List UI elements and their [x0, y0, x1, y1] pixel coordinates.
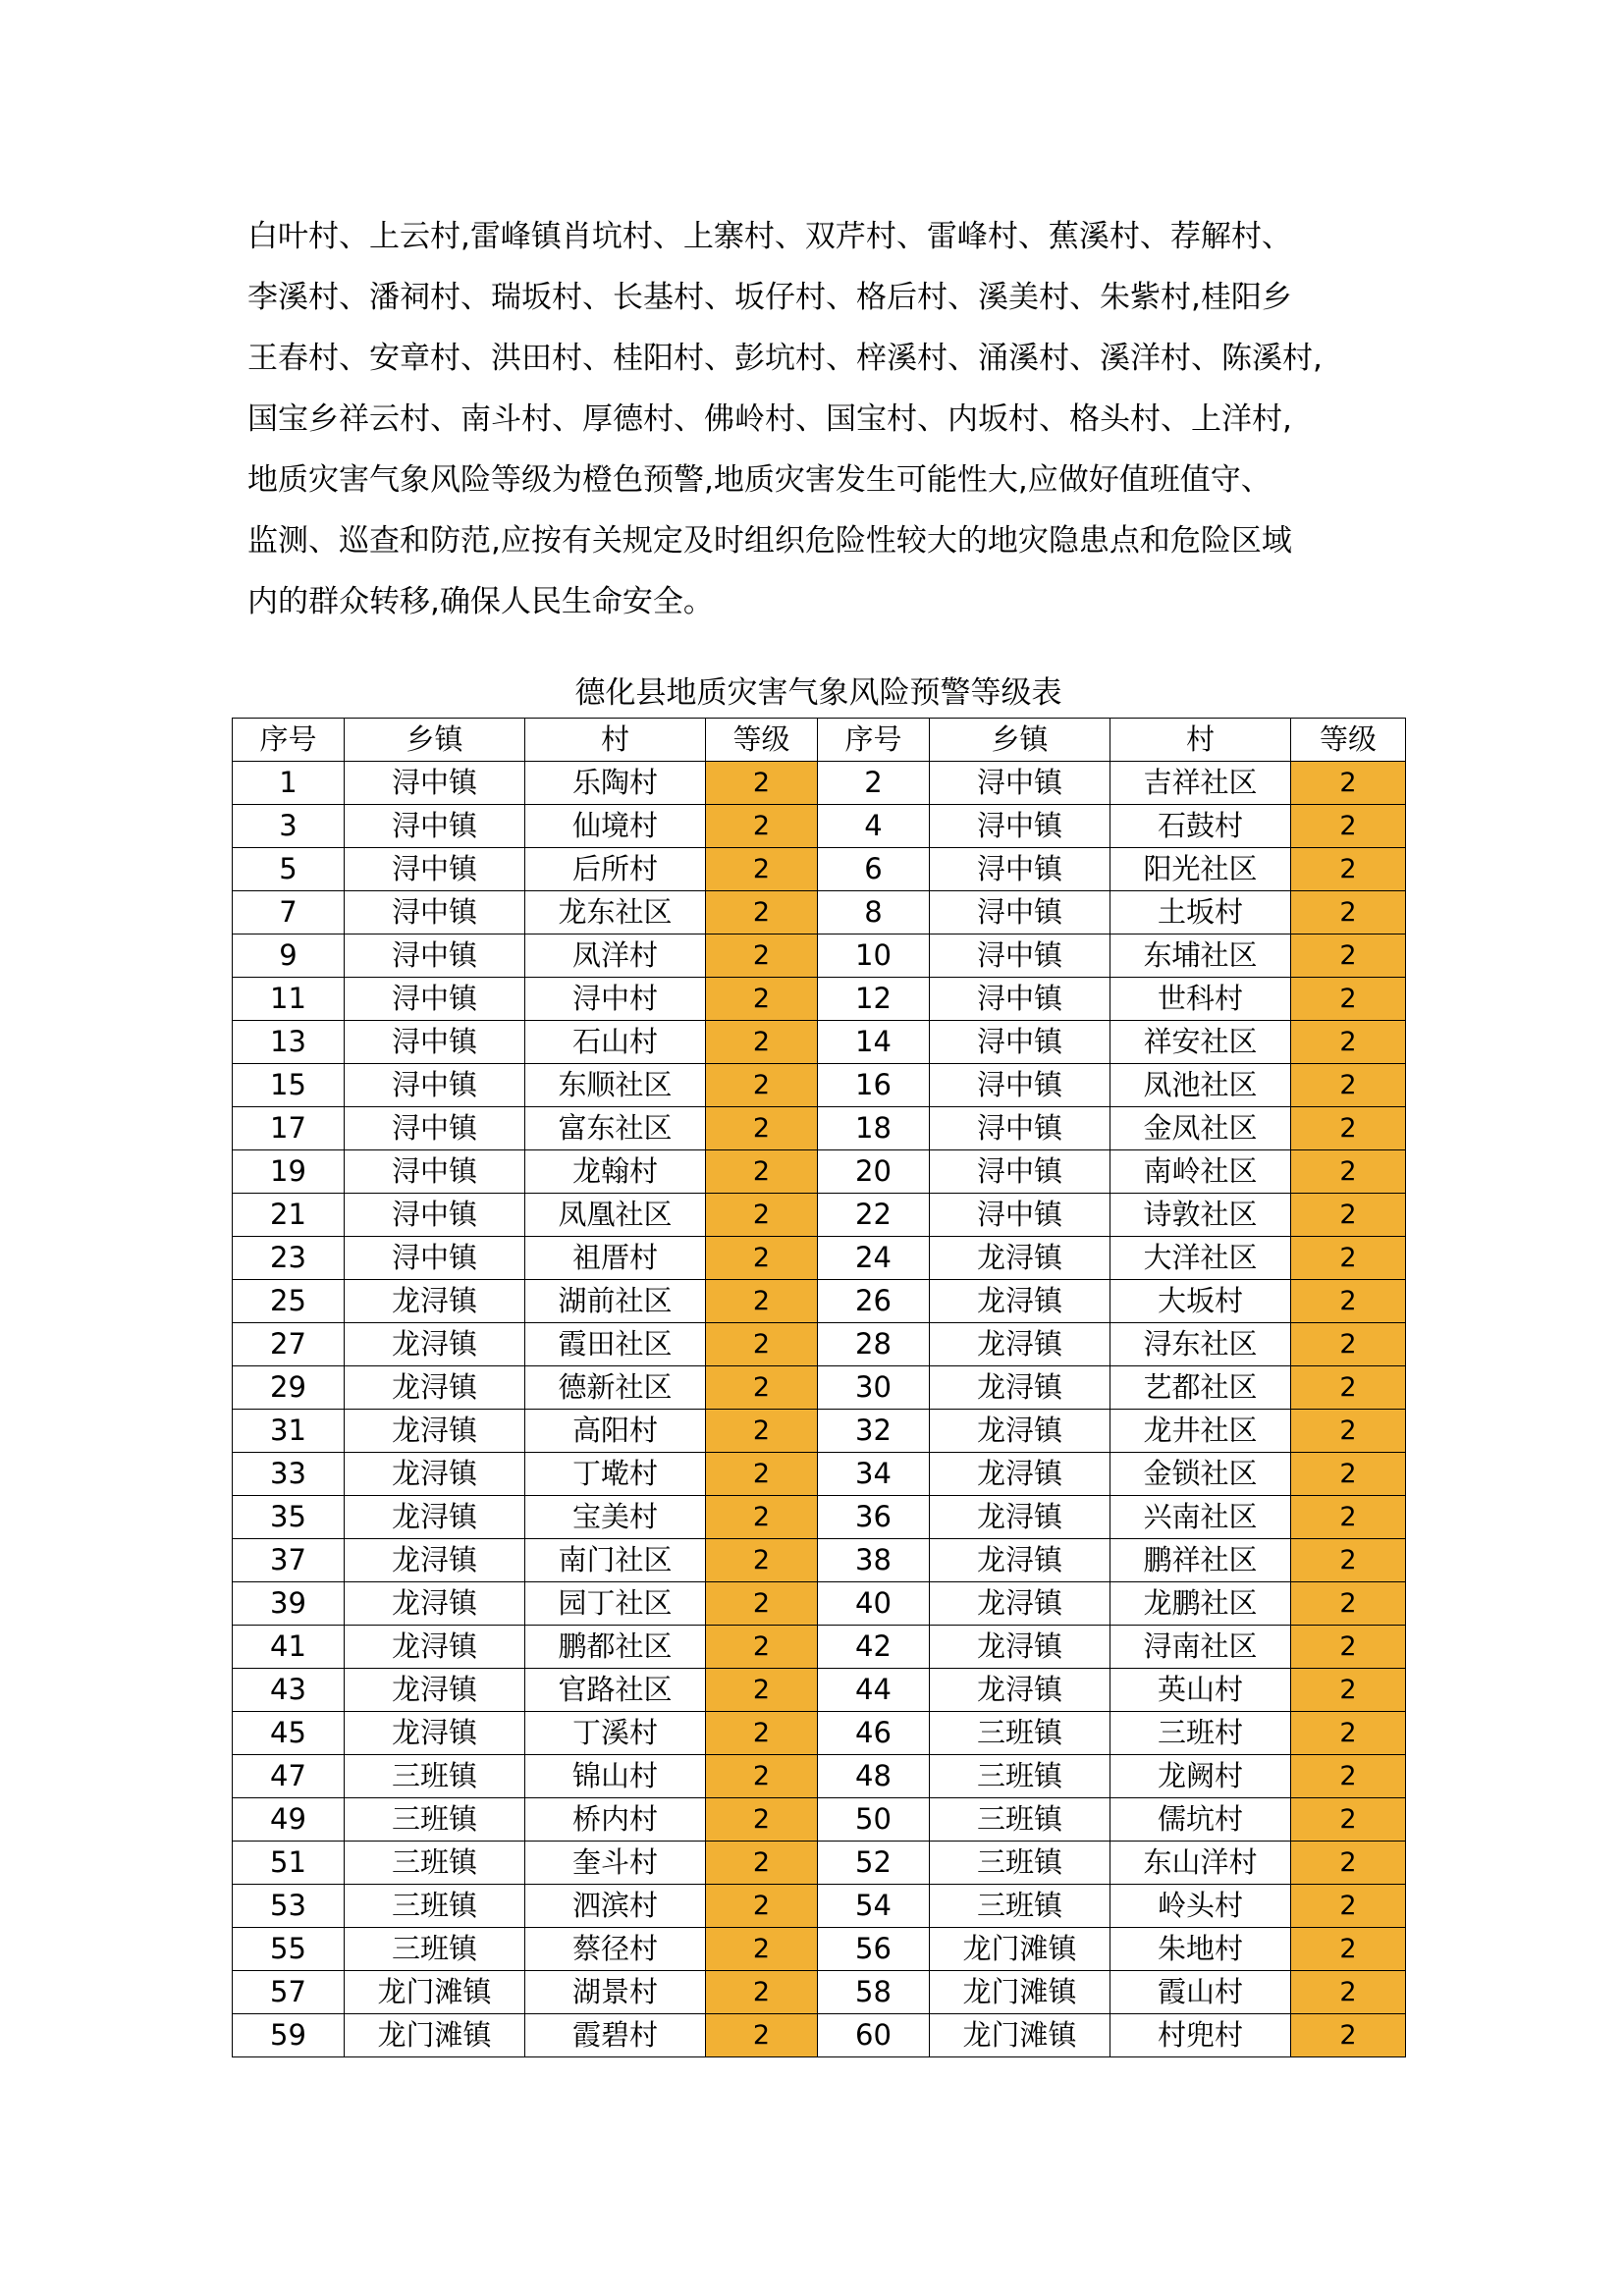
cell-index: 57 [233, 1971, 345, 2014]
cell-level: 2 [1291, 1971, 1406, 2014]
cell-village: 南岭社区 [1110, 1150, 1291, 1194]
cell-level: 2 [1291, 1323, 1406, 1366]
cell-town: 浔中镇 [345, 978, 525, 1021]
cell-level: 2 [706, 1712, 818, 1755]
cell-index: 54 [818, 1885, 930, 1928]
cell-town: 浔中镇 [930, 978, 1110, 1021]
cell-town: 龙浔镇 [930, 1496, 1110, 1539]
header-index: 序号 [818, 719, 930, 762]
cell-level: 2 [706, 1496, 818, 1539]
cell-index: 22 [818, 1194, 930, 1237]
cell-level: 2 [706, 1280, 818, 1323]
table-row [233, 1755, 1406, 1798]
cell-village: 凤洋村 [525, 934, 706, 978]
cell-town: 浔中镇 [345, 934, 525, 978]
cell-index: 28 [818, 1323, 930, 1366]
cell-index: 58 [818, 1971, 930, 2014]
cell-village: 祖厝村 [525, 1237, 706, 1280]
table-row [233, 805, 1406, 848]
table-row [233, 1280, 1406, 1323]
cell-level: 2 [1291, 762, 1406, 805]
cell-town: 三班镇 [345, 1928, 525, 1971]
cell-index: 8 [818, 891, 930, 934]
cell-village: 鹏祥社区 [1110, 1539, 1291, 1582]
cell-index: 30 [818, 1366, 930, 1410]
table-row [233, 978, 1406, 1021]
cell-town: 浔中镇 [930, 848, 1110, 891]
table-row [233, 1712, 1406, 1755]
cell-level: 2 [706, 1194, 818, 1237]
cell-level: 2 [706, 1323, 818, 1366]
cell-town: 浔中镇 [345, 891, 525, 934]
cell-level: 2 [706, 1107, 818, 1150]
cell-level: 2 [706, 1150, 818, 1194]
cell-index: 17 [233, 1107, 345, 1150]
cell-index: 41 [233, 1626, 345, 1669]
cell-index: 59 [233, 2014, 345, 2057]
table-row [233, 1669, 1406, 1712]
cell-village: 霞碧村 [525, 2014, 706, 2057]
table-row [233, 1410, 1406, 1453]
cell-town: 龙浔镇 [930, 1453, 1110, 1496]
cell-town: 浔中镇 [345, 1150, 525, 1194]
cell-town: 三班镇 [345, 1885, 525, 1928]
table-row [233, 1107, 1406, 1150]
cell-index: 24 [818, 1237, 930, 1280]
cell-village: 桥内村 [525, 1798, 706, 1842]
cell-town: 三班镇 [930, 1798, 1110, 1842]
cell-town: 三班镇 [930, 1842, 1110, 1885]
cell-level: 2 [706, 1626, 818, 1669]
cell-village: 锦山村 [525, 1755, 706, 1798]
cell-index: 36 [818, 1496, 930, 1539]
cell-village: 高阳村 [525, 1410, 706, 1453]
cell-level: 2 [706, 1064, 818, 1107]
cell-level: 2 [706, 1539, 818, 1582]
cell-town: 龙浔镇 [930, 1237, 1110, 1280]
cell-index: 9 [233, 934, 345, 978]
cell-index: 49 [233, 1798, 345, 1842]
cell-town: 浔中镇 [930, 1194, 1110, 1237]
paragraph-line: 内的群众转移,确保人民生命安全。 [247, 584, 714, 619]
cell-level: 2 [1291, 1928, 1406, 1971]
header-level: 等级 [1291, 719, 1406, 762]
cell-level: 2 [1291, 805, 1406, 848]
cell-village: 阳光社区 [1110, 848, 1291, 891]
table-row [233, 848, 1406, 891]
cell-village: 金锁社区 [1110, 1453, 1291, 1496]
cell-level: 2 [1291, 1194, 1406, 1237]
cell-index: 20 [818, 1150, 930, 1194]
paragraph-line: 国宝乡祥云村、南斗村、厚德村、佛岭村、国宝村、内坂村、格头村、上洋村, [247, 401, 1292, 437]
cell-town: 龙门滩镇 [345, 1971, 525, 2014]
cell-village: 龙阙村 [1110, 1755, 1291, 1798]
cell-village: 东顺社区 [525, 1064, 706, 1107]
table-row [233, 1842, 1406, 1885]
cell-village: 吉祥社区 [1110, 762, 1291, 805]
cell-level: 2 [1291, 1582, 1406, 1626]
cell-index: 14 [818, 1021, 930, 1064]
cell-index: 56 [818, 1928, 930, 1971]
cell-town: 浔中镇 [345, 805, 525, 848]
cell-level: 2 [1291, 1885, 1406, 1928]
cell-index: 42 [818, 1626, 930, 1669]
cell-village: 乐陶村 [525, 762, 706, 805]
table-row [233, 934, 1406, 978]
cell-town: 龙浔镇 [345, 1410, 525, 1453]
cell-town: 浔中镇 [930, 1064, 1110, 1107]
cell-level: 2 [1291, 1496, 1406, 1539]
cell-index: 40 [818, 1582, 930, 1626]
cell-level: 2 [1291, 1755, 1406, 1798]
cell-index: 38 [818, 1539, 930, 1582]
cell-level: 2 [706, 1021, 818, 1064]
cell-town: 龙浔镇 [930, 1626, 1110, 1669]
cell-level: 2 [1291, 1366, 1406, 1410]
cell-town: 浔中镇 [930, 891, 1110, 934]
header-index: 序号 [233, 719, 345, 762]
cell-village: 东山洋村 [1110, 1842, 1291, 1885]
cell-village: 诗敦社区 [1110, 1194, 1291, 1237]
cell-level: 2 [706, 1842, 818, 1885]
cell-town: 浔中镇 [930, 934, 1110, 978]
cell-index: 60 [818, 2014, 930, 2057]
cell-index: 55 [233, 1928, 345, 1971]
cell-town: 龙浔镇 [345, 1280, 525, 1323]
cell-index: 13 [233, 1021, 345, 1064]
cell-index: 26 [818, 1280, 930, 1323]
cell-village: 泗滨村 [525, 1885, 706, 1928]
cell-level: 2 [1291, 1712, 1406, 1755]
cell-town: 龙门滩镇 [930, 1971, 1110, 2014]
cell-level: 2 [1291, 1064, 1406, 1107]
table-row [233, 1798, 1406, 1842]
cell-village: 富东社区 [525, 1107, 706, 1150]
cell-index: 11 [233, 978, 345, 1021]
cell-index: 1 [233, 762, 345, 805]
table-row [233, 1237, 1406, 1280]
cell-level: 2 [706, 1928, 818, 1971]
cell-town: 龙浔镇 [930, 1280, 1110, 1323]
cell-level: 2 [706, 1582, 818, 1626]
cell-village: 园丁社区 [525, 1582, 706, 1626]
table-row [233, 1194, 1406, 1237]
cell-village: 英山村 [1110, 1669, 1291, 1712]
cell-village: 村兜村 [1110, 2014, 1291, 2057]
cell-village: 三班村 [1110, 1712, 1291, 1755]
cell-level: 2 [1291, 1150, 1406, 1194]
cell-index: 53 [233, 1885, 345, 1928]
cell-index: 31 [233, 1410, 345, 1453]
cell-index: 6 [818, 848, 930, 891]
table-row [233, 1150, 1406, 1194]
cell-index: 35 [233, 1496, 345, 1539]
cell-level: 2 [1291, 1107, 1406, 1150]
table-row [233, 762, 1406, 805]
header-town: 乡镇 [930, 719, 1110, 762]
cell-village: 仙境村 [525, 805, 706, 848]
cell-index: 5 [233, 848, 345, 891]
cell-level: 2 [1291, 1280, 1406, 1323]
cell-village: 大坂村 [1110, 1280, 1291, 1323]
cell-town: 浔中镇 [930, 762, 1110, 805]
cell-town: 浔中镇 [345, 762, 525, 805]
cell-town: 三班镇 [345, 1842, 525, 1885]
paragraph-line: 王春村、安章村、洪田村、桂阳村、彭坑村、梓溪村、涌溪村、溪洋村、陈溪村, [247, 341, 1323, 376]
cell-level: 2 [1291, 978, 1406, 1021]
cell-village: 丁墘村 [525, 1453, 706, 1496]
cell-village: 丁溪村 [525, 1712, 706, 1755]
cell-index: 39 [233, 1582, 345, 1626]
table-row [233, 1971, 1406, 2014]
cell-level: 2 [1291, 1453, 1406, 1496]
cell-town: 浔中镇 [345, 1064, 525, 1107]
cell-town: 龙浔镇 [345, 1582, 525, 1626]
cell-village: 龙翰村 [525, 1150, 706, 1194]
table-row [233, 1064, 1406, 1107]
cell-index: 7 [233, 891, 345, 934]
cell-village: 岭头村 [1110, 1885, 1291, 1928]
header-town: 乡镇 [345, 719, 525, 762]
table-row [233, 1539, 1406, 1582]
cell-town: 三班镇 [930, 1712, 1110, 1755]
cell-village: 鹏都社区 [525, 1626, 706, 1669]
table-row [233, 1021, 1406, 1064]
cell-index: 25 [233, 1280, 345, 1323]
cell-index: 45 [233, 1712, 345, 1755]
table-row [233, 891, 1406, 934]
cell-town: 浔中镇 [930, 1107, 1110, 1150]
cell-town: 龙浔镇 [345, 1539, 525, 1582]
cell-town: 龙浔镇 [345, 1712, 525, 1755]
paragraph-line: 白叶村、上云村,雷峰镇肖坑村、上寨村、双芹村、雷峰村、蕉溪村、荐解村、 [247, 219, 1292, 254]
cell-town: 龙浔镇 [930, 1669, 1110, 1712]
cell-index: 21 [233, 1194, 345, 1237]
cell-village: 祥安社区 [1110, 1021, 1291, 1064]
cell-village: 龙井社区 [1110, 1410, 1291, 1453]
cell-village: 蔡径村 [525, 1928, 706, 1971]
cell-index: 29 [233, 1366, 345, 1410]
header-village: 村 [525, 719, 706, 762]
cell-level: 2 [706, 1410, 818, 1453]
cell-town: 浔中镇 [930, 1150, 1110, 1194]
cell-level: 2 [1291, 1410, 1406, 1453]
cell-village: 湖景村 [525, 1971, 706, 2014]
cell-level: 2 [706, 1453, 818, 1496]
paragraph-line: 地质灾害气象风险等级为橙色预警,地质灾害发生可能性大,应做好值班值守、 [247, 462, 1272, 498]
cell-town: 龙浔镇 [345, 1669, 525, 1712]
cell-village: 金凤社区 [1110, 1107, 1291, 1150]
table-row [233, 2014, 1406, 2057]
cell-town: 浔中镇 [345, 1107, 525, 1150]
cell-town: 龙门滩镇 [930, 1928, 1110, 1971]
table-row [233, 1496, 1406, 1539]
cell-index: 33 [233, 1453, 345, 1496]
cell-village: 石鼓村 [1110, 805, 1291, 848]
cell-index: 10 [818, 934, 930, 978]
cell-index: 3 [233, 805, 345, 848]
cell-index: 43 [233, 1669, 345, 1712]
cell-index: 19 [233, 1150, 345, 1194]
cell-level: 2 [706, 1798, 818, 1842]
header-village: 村 [1110, 719, 1291, 762]
cell-level: 2 [706, 1366, 818, 1410]
cell-level: 2 [706, 762, 818, 805]
cell-index: 27 [233, 1323, 345, 1366]
cell-index: 51 [233, 1842, 345, 1885]
cell-index: 2 [818, 762, 930, 805]
cell-town: 龙门滩镇 [930, 2014, 1110, 2057]
cell-level: 2 [1291, 1237, 1406, 1280]
cell-town: 龙浔镇 [930, 1323, 1110, 1366]
cell-village: 霞田社区 [525, 1323, 706, 1366]
cell-town: 三班镇 [930, 1755, 1110, 1798]
table-header-row [233, 719, 1406, 762]
cell-town: 龙浔镇 [345, 1626, 525, 1669]
table-row [233, 1453, 1406, 1496]
cell-village: 龙东社区 [525, 891, 706, 934]
table-row [233, 1323, 1406, 1366]
cell-village: 霞山村 [1110, 1971, 1291, 2014]
cell-village: 龙鹏社区 [1110, 1582, 1291, 1626]
cell-index: 50 [818, 1798, 930, 1842]
cell-village: 官路社区 [525, 1669, 706, 1712]
paragraph-line: 监测、巡查和防范,应按有关规定及时组织危险性较大的地灾隐患点和危险区域 [247, 523, 1292, 559]
cell-town: 龙浔镇 [345, 1366, 525, 1410]
cell-level: 2 [706, 1971, 818, 2014]
table-row [233, 1626, 1406, 1669]
header-level: 等级 [706, 719, 818, 762]
table-row [233, 1366, 1406, 1410]
cell-town: 浔中镇 [345, 1194, 525, 1237]
cell-village: 石山村 [525, 1021, 706, 1064]
cell-village: 土坂村 [1110, 891, 1291, 934]
cell-village: 东埔社区 [1110, 934, 1291, 978]
cell-village: 德新社区 [525, 1366, 706, 1410]
cell-village: 后所村 [525, 848, 706, 891]
cell-village: 凤池社区 [1110, 1064, 1291, 1107]
cell-level: 2 [706, 891, 818, 934]
cell-index: 23 [233, 1237, 345, 1280]
cell-town: 龙浔镇 [930, 1582, 1110, 1626]
cell-level: 2 [706, 1755, 818, 1798]
cell-level: 2 [1291, 934, 1406, 978]
cell-index: 48 [818, 1755, 930, 1798]
cell-town: 龙浔镇 [930, 1366, 1110, 1410]
cell-town: 浔中镇 [930, 1021, 1110, 1064]
cell-level: 2 [706, 848, 818, 891]
cell-level: 2 [706, 805, 818, 848]
cell-level: 2 [1291, 1669, 1406, 1712]
cell-level: 2 [1291, 2014, 1406, 2057]
table-row [233, 1582, 1406, 1626]
cell-index: 16 [818, 1064, 930, 1107]
cell-index: 34 [818, 1453, 930, 1496]
notice-paragraph [247, 206, 1386, 632]
cell-town: 龙浔镇 [930, 1410, 1110, 1453]
cell-village: 浔东社区 [1110, 1323, 1291, 1366]
cell-level: 2 [706, 934, 818, 978]
warning-level-table [232, 718, 1406, 2057]
cell-level: 2 [1291, 848, 1406, 891]
cell-village: 南门社区 [525, 1539, 706, 1582]
cell-level: 2 [1291, 1626, 1406, 1669]
cell-village: 儒坑村 [1110, 1798, 1291, 1842]
cell-level: 2 [706, 1885, 818, 1928]
table-caption: 德化县地质灾害气象风险预警等级表 [574, 675, 1062, 711]
cell-town: 龙浔镇 [345, 1496, 525, 1539]
cell-index: 32 [818, 1410, 930, 1453]
cell-level: 2 [706, 978, 818, 1021]
cell-town: 浔中镇 [930, 805, 1110, 848]
cell-index: 4 [818, 805, 930, 848]
cell-level: 2 [706, 1237, 818, 1280]
cell-level: 2 [1291, 1798, 1406, 1842]
cell-village: 浔南社区 [1110, 1626, 1291, 1669]
cell-village: 兴南社区 [1110, 1496, 1291, 1539]
cell-town: 浔中镇 [345, 1237, 525, 1280]
cell-village: 奎斗村 [525, 1842, 706, 1885]
table-row [233, 1885, 1406, 1928]
cell-village: 宝美村 [525, 1496, 706, 1539]
cell-town: 三班镇 [345, 1798, 525, 1842]
cell-level: 2 [706, 2014, 818, 2057]
cell-village: 浔中村 [525, 978, 706, 1021]
cell-village: 世科村 [1110, 978, 1291, 1021]
cell-level: 2 [706, 1669, 818, 1712]
cell-level: 2 [1291, 1842, 1406, 1885]
cell-index: 46 [818, 1712, 930, 1755]
cell-town: 三班镇 [345, 1755, 525, 1798]
cell-index: 47 [233, 1755, 345, 1798]
cell-level: 2 [1291, 1021, 1406, 1064]
cell-village: 凤凰社区 [525, 1194, 706, 1237]
cell-village: 大洋社区 [1110, 1237, 1291, 1280]
cell-index: 15 [233, 1064, 345, 1107]
cell-town: 龙门滩镇 [345, 2014, 525, 2057]
cell-level: 2 [1291, 1539, 1406, 1582]
cell-town: 浔中镇 [345, 848, 525, 891]
cell-index: 12 [818, 978, 930, 1021]
cell-index: 52 [818, 1842, 930, 1885]
cell-index: 37 [233, 1539, 345, 1582]
cell-village: 朱地村 [1110, 1928, 1291, 1971]
cell-town: 龙浔镇 [930, 1539, 1110, 1582]
cell-level: 2 [1291, 891, 1406, 934]
cell-town: 龙浔镇 [345, 1323, 525, 1366]
cell-village: 艺都社区 [1110, 1366, 1291, 1410]
cell-town: 三班镇 [930, 1885, 1110, 1928]
paragraph-line: 李溪村、潘祠村、瑞坂村、长基村、坂仔村、格后村、溪美村、朱紫村,桂阳乡 [247, 280, 1292, 315]
cell-village: 湖前社区 [525, 1280, 706, 1323]
cell-town: 龙浔镇 [345, 1453, 525, 1496]
cell-index: 18 [818, 1107, 930, 1150]
table-row [233, 1928, 1406, 1971]
cell-index: 44 [818, 1669, 930, 1712]
cell-town: 浔中镇 [345, 1021, 525, 1064]
